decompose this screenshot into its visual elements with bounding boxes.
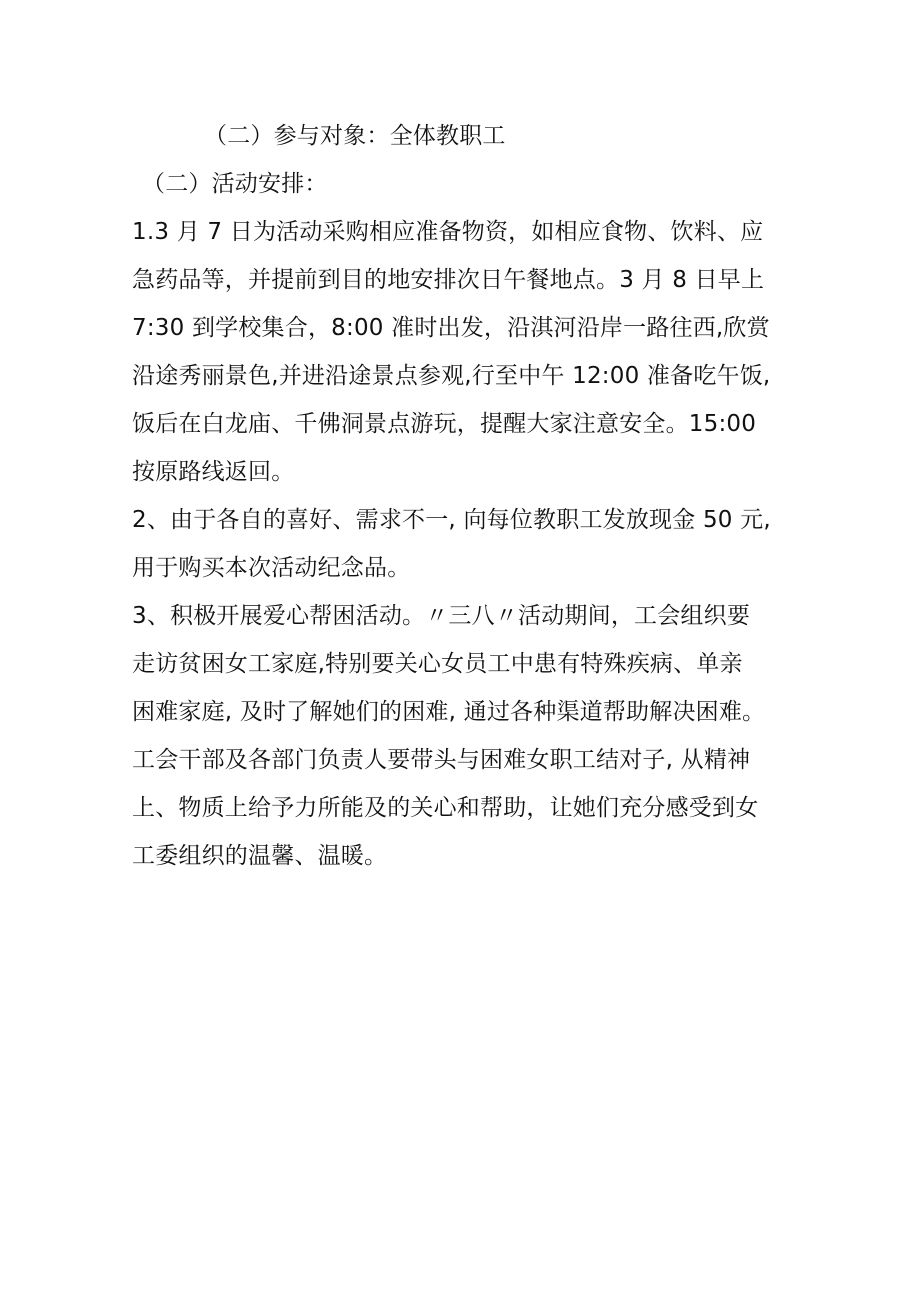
paragraph-line: 急药品等，并提前到目的地安排次日午餐地点。3 月 8 日早上 — [132, 267, 765, 293]
paragraph-line: 工会干部及各部门负责人要带头与困难女职工结对子, 从精神 — [132, 747, 751, 773]
paragraph-line: 用于购买本次活动纪念品。 — [132, 555, 411, 581]
paragraph-line: 走访贫困女工家庭,特别要关心女员工中患有特殊疾病、单亲 — [132, 651, 743, 677]
paragraph-line: 工委组织的温馨、温暖。 — [132, 843, 388, 869]
paragraph-line: 3、积极开展爱心帮困活动。〃三八〃活动期间，工会组织要 — [132, 603, 751, 629]
document-body — [132, 112, 804, 880]
paragraph-line: 饭后在白龙庙、千佛洞景点游玩，提醒大家注意安全。15:00 — [132, 411, 757, 437]
paragraph-line: 上、物质上给予力所能及的关心和帮助，让她们充分感受到女 — [132, 795, 759, 821]
paragraph-line: 沿途秀丽景色,并进沿途景点参观,行至中午 12:00 准备吃午饭, — [132, 363, 771, 389]
paragraph-line: 7:30 到学校集合，8:00 准时出发，沿淇河沿岸一路往西,欣赏 — [132, 315, 770, 341]
section-heading-schedule: （二）活动安排： — [142, 171, 328, 197]
paragraph-line: 1.3 月 7 日为活动采购相应准备物资，如相应食物、饮料、应 — [132, 219, 764, 245]
paragraph-line: 困难家庭, 及时了解她们的困难, 通过各种渠道帮助解决困难。 — [132, 699, 766, 725]
paragraph-line: 2、由于各自的喜好、需求不一, 向每位教职工发放现金 50 元, — [132, 507, 771, 533]
section-heading-participants: （二）参与对象：全体教职工 — [204, 123, 506, 149]
paragraph-line: 按原路线返回。 — [132, 459, 295, 485]
